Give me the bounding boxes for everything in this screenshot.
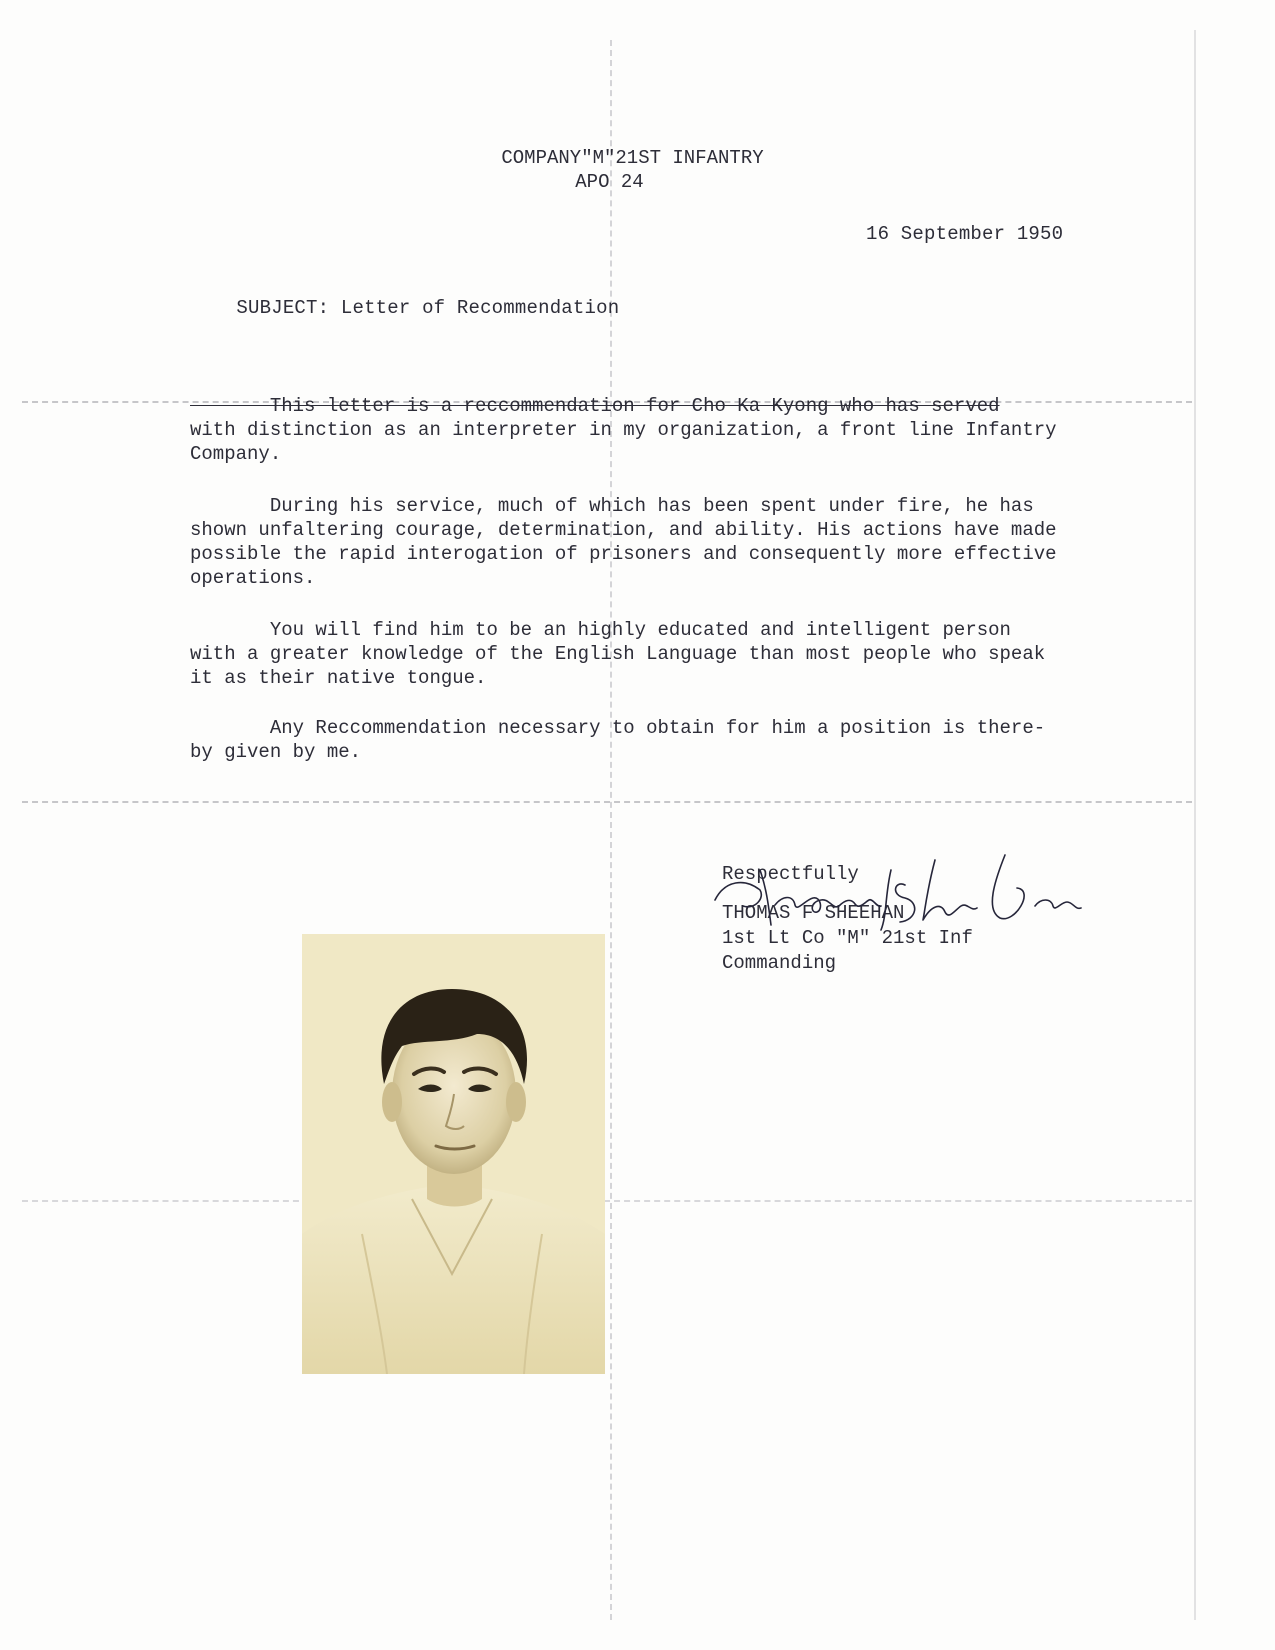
- body-line: Company.: [190, 443, 282, 465]
- body-line: You will find him to be an highly educated and intelligent person: [190, 619, 1011, 641]
- fold-line-lower: [22, 1200, 1192, 1202]
- subject-line: [190, 272, 619, 344]
- body-line: Any Reccommendation necessary to obtain for him a position is there-: [190, 717, 1046, 739]
- letter-date: 16 September 1950: [866, 223, 1064, 245]
- body-line: shown unfaltering courage, determination, and ability. His actions have made: [190, 519, 1057, 541]
- body-line: During his service, much of which has been spent under fire, he has: [190, 495, 1034, 517]
- body-line: operations.: [190, 567, 316, 589]
- letterhead-apo: APO 24: [575, 171, 644, 193]
- body-paragraph-1: [190, 394, 1120, 466]
- signer-title: 1st Lt Co "M" 21st Inf: [722, 927, 973, 949]
- subject-text: Letter of Recommendation: [340, 297, 620, 319]
- subject-label: SUBJECT:: [236, 297, 330, 319]
- body-paragraph-3: [190, 618, 1120, 690]
- body-line: it as their native tongue.: [190, 667, 487, 689]
- body-paragraph-2: [190, 494, 1120, 590]
- body-line: possible the rapid interogation of prisoners and consequently more effective: [190, 543, 1057, 565]
- signer-role: Commanding: [722, 952, 837, 974]
- handwritten-signature: [705, 840, 1085, 935]
- body-paragraph-4: [190, 716, 1120, 764]
- closing-salutation: Respectfully: [722, 863, 859, 885]
- page-edge-right: [1194, 30, 1196, 1620]
- body-line: by given by me.: [190, 741, 362, 763]
- body-line: This letter is a reccommendation for Cho Ka Kyong who has served: [190, 395, 1000, 417]
- letterhead-unit: COMPANY"M"21ST INFANTRY: [501, 147, 764, 169]
- fold-line-middle: [22, 801, 1192, 803]
- portrait-illustration: [302, 934, 605, 1374]
- body-line: with distinction as an interpreter in my organization, a front line Infantry: [190, 419, 1057, 441]
- body-line: with a greater knowledge of the English Language than most people who speak: [190, 643, 1046, 665]
- signer-name: THOMAS F SHEEHAN: [722, 902, 905, 924]
- portrait-photo: [302, 934, 605, 1374]
